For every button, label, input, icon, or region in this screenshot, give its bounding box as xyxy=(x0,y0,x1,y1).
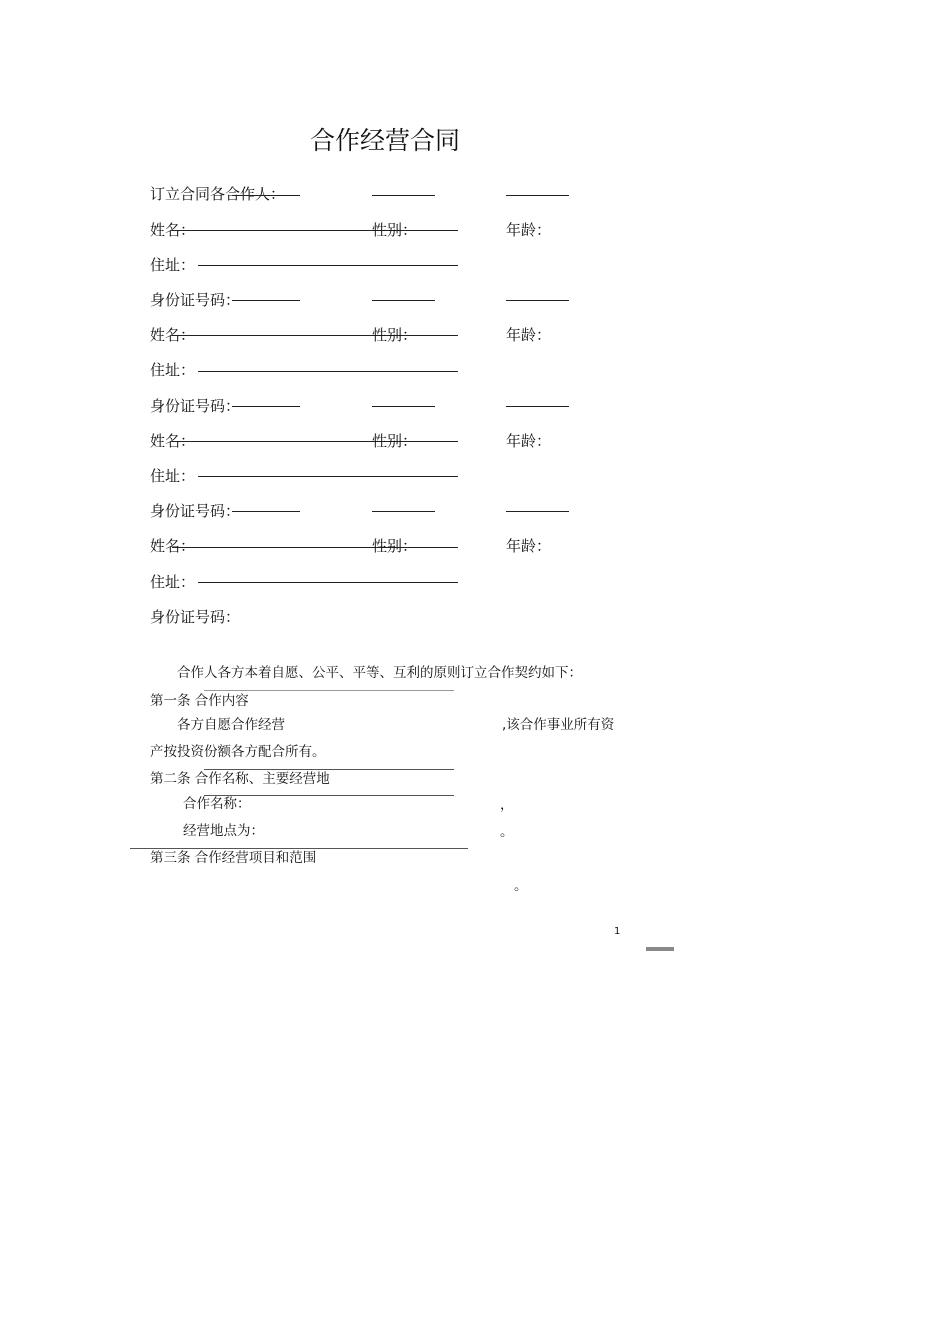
partner-2-id-blank-1[interactable] xyxy=(232,406,300,407)
intro-blank-3[interactable] xyxy=(506,195,569,196)
article-2-place-end: 。 xyxy=(500,824,514,840)
partner-2-age-label: 年龄： xyxy=(506,326,552,344)
partner-3-id-blank-2[interactable] xyxy=(372,511,435,512)
partner-3-age-label: 年龄： xyxy=(506,432,552,450)
document-title: 合作经营合同 xyxy=(310,126,461,155)
partner-2-gender-label: 性别： xyxy=(372,326,418,344)
intro-blank-2[interactable] xyxy=(372,195,435,196)
article-2-name-end: ， xyxy=(500,797,514,813)
article-1-line1-end: ,该合作事业所有资 xyxy=(502,717,615,733)
article-2-place-label: 经营地点为： xyxy=(183,823,264,839)
partner-1-age-label: 年龄： xyxy=(506,221,552,239)
partner-1-address-blank[interactable] xyxy=(198,265,458,266)
partner-1-id-blank-2[interactable] xyxy=(372,300,435,301)
partner-4-gender-label: 性别： xyxy=(372,537,418,555)
article-3-end: 。 xyxy=(514,878,528,894)
partner-3-id-blank-1[interactable] xyxy=(232,511,300,512)
partner-2-address-label: 住址： xyxy=(150,361,196,379)
partner-1-id-blank-3[interactable] xyxy=(506,300,569,301)
partner-2-id-blank-2[interactable] xyxy=(372,406,435,407)
partner-4-id-label: 身份证号码： xyxy=(150,608,241,626)
partner-1-id-label: 身份证号码： xyxy=(150,291,241,309)
partner-2-id-blank-3[interactable] xyxy=(506,406,569,407)
article-1-underline xyxy=(204,769,454,770)
partner-1-id-blank-1[interactable] xyxy=(232,300,300,301)
partner-4-age-label: 年龄： xyxy=(506,537,552,555)
partner-2-name-label: 姓名： xyxy=(150,326,196,344)
page-number: 1 xyxy=(614,926,621,937)
partner-3-address-blank[interactable] xyxy=(198,476,458,477)
article-1-heading: 第一条 合作内容 xyxy=(150,693,249,709)
article-1-line1-start: 各方自愿合作经营 xyxy=(177,717,285,733)
page-footer-mark xyxy=(646,947,674,951)
preamble-underline xyxy=(204,690,454,691)
partner-1-gender-label: 性别： xyxy=(372,221,418,239)
partner-3-name-label: 姓名： xyxy=(150,432,196,450)
partner-1-name-label: 姓名： xyxy=(150,221,196,239)
preamble-text: 合作人各方本着自愿、公平、平等、互利的原则订立合作契约如下： xyxy=(177,665,582,681)
partner-1-address-label: 住址： xyxy=(150,256,196,274)
intro-blank-1[interactable] xyxy=(232,195,300,196)
intro-label: 订立合同各合作人： xyxy=(150,185,286,203)
article-2-name-label: 合作名称： xyxy=(183,796,251,812)
article-2-place-underline xyxy=(130,848,468,849)
partner-3-address-label: 住址： xyxy=(150,467,196,485)
article-1-line2: 产按投资份额各方配合所有。 xyxy=(150,744,326,760)
partner-4-address-label: 住址： xyxy=(150,573,196,591)
partner-4-address-blank[interactable] xyxy=(198,582,458,583)
article-3-heading: 第三条 合作经营项目和范围 xyxy=(150,850,317,866)
partner-4-name-label: 姓名： xyxy=(150,537,196,555)
article-2-heading: 第二条 合作名称、主要经营地 xyxy=(150,771,330,787)
partner-2-id-label: 身份证号码： xyxy=(150,397,241,415)
partner-2-address-blank[interactable] xyxy=(198,371,458,372)
partner-3-gender-label: 性别： xyxy=(372,432,418,450)
partner-3-id-blank-3[interactable] xyxy=(506,511,569,512)
partner-3-id-label: 身份证号码： xyxy=(150,502,241,520)
